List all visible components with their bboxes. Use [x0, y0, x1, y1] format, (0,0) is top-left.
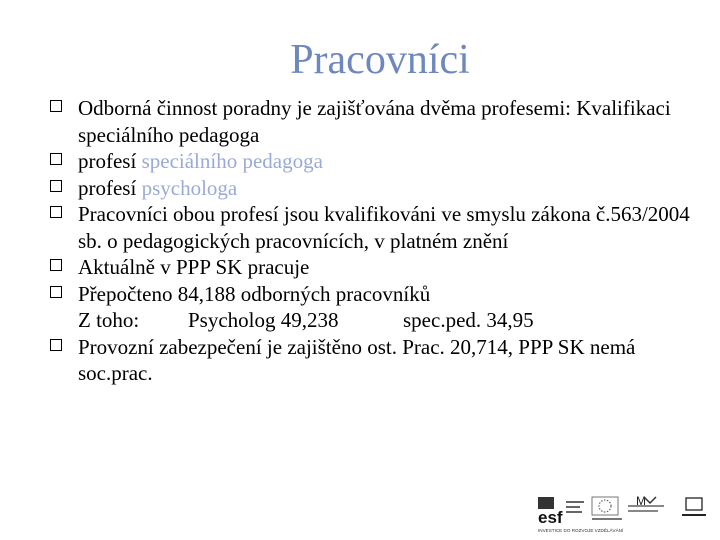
- checkbox-bullet-icon: [50, 259, 62, 271]
- item-highlight: psychologa: [141, 175, 238, 200]
- list-item: [50, 175, 700, 202]
- breakdown-special-pedagogue: spec.ped. 34,95: [403, 308, 534, 332]
- item-text: Odborná činnost poradny je zajišťována dvěma profesemi: Kvalifikaci speciálního pedagoga: [78, 96, 671, 147]
- checkbox-bullet-icon: [50, 100, 62, 112]
- item-text: Aktuálně v PPP SK pracuje: [78, 255, 310, 279]
- breakdown-label: Z toho:: [78, 308, 140, 332]
- breakdown-line: [50, 307, 700, 334]
- slide-title: Pracovníci: [290, 37, 470, 83]
- list-item: [50, 95, 700, 148]
- item-highlight: speciálního pedagoga: [141, 149, 323, 173]
- checkbox-bullet-icon: [50, 180, 62, 192]
- item-text: Přepočteno 84,188 odborných pracovníků: [78, 281, 431, 306]
- list-item: [50, 281, 700, 308]
- item-prefix: profesí: [78, 175, 142, 200]
- list-item: [50, 334, 700, 387]
- esf-logo-text: esf: [538, 508, 563, 527]
- item-prefix: profesí: [78, 149, 142, 173]
- item-text: Provozní zabezpečení je zajištěno ost. Prac. 20,714, PPP SK nemá soc.prac.: [78, 334, 636, 385]
- footer-caption: INVESTICE DO ROZVOJE VZDĚLÁVÁNÍ: [538, 528, 624, 533]
- checkbox-bullet-icon: [50, 286, 62, 298]
- svg-text:M: M: [636, 494, 646, 508]
- eu-logos-icon: [536, 493, 716, 535]
- list-item: [50, 254, 700, 281]
- checkbox-bullet-icon: [50, 153, 62, 165]
- eu-logo-strip: [536, 493, 716, 535]
- checkbox-bullet-icon: [50, 339, 62, 351]
- list-item: [50, 148, 700, 175]
- item-text: Pracovníci obou profesí jsou kvalifikováni ve smyslu zákona č.563/2004 sb. o pedagogických pracovnících, v platném znění: [78, 202, 690, 253]
- list-item: [50, 201, 700, 254]
- bullet-list: [50, 95, 700, 387]
- breakdown-psychologist: Psycholog 49,238: [188, 308, 339, 332]
- checkbox-bullet-icon: [50, 206, 62, 218]
